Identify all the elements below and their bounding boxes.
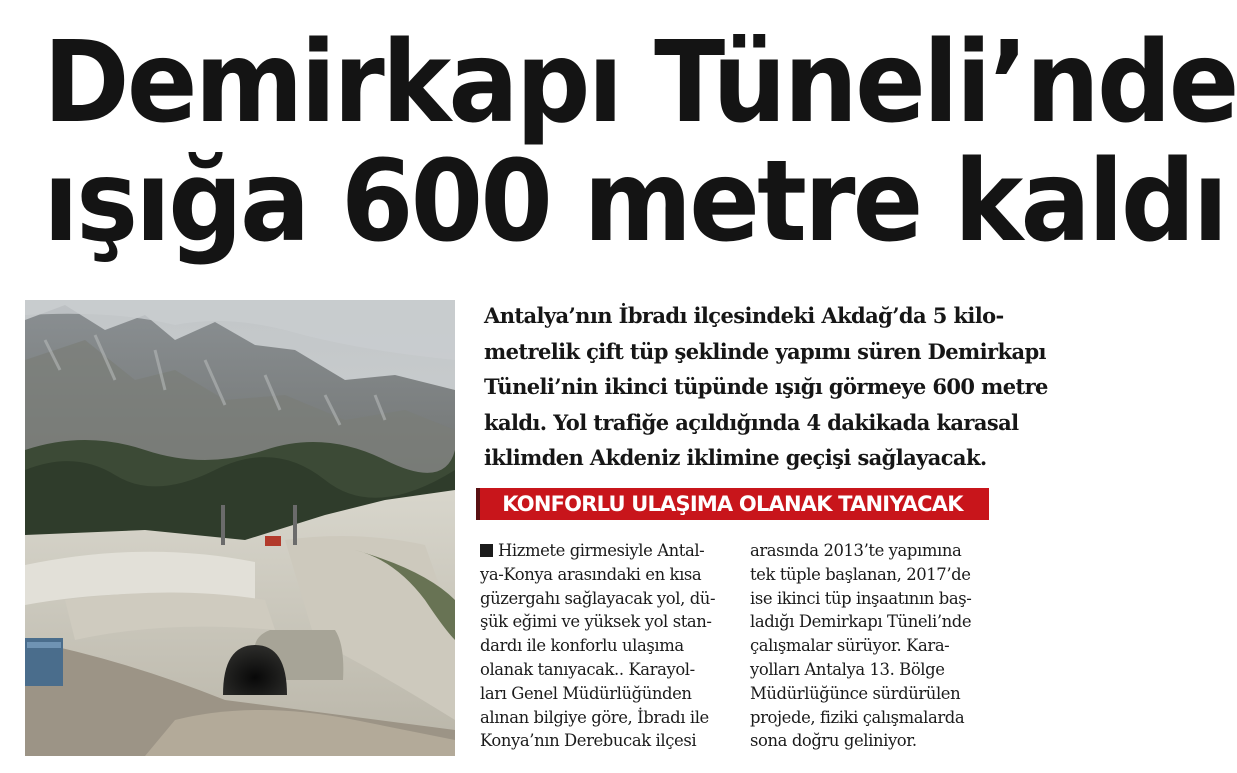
body-line: güzergahı sağlayacak yol, dü- xyxy=(480,588,716,608)
body-line: dardı ile konforlu ulaşıma xyxy=(480,636,684,656)
headline-line-2: ışığa 600 metre kaldı xyxy=(43,137,1226,267)
body-line: tek tüple başlanan, 2017’de xyxy=(750,564,971,584)
lead-paragraph xyxy=(484,298,1048,476)
body-line: çalışmalar sürüyor. Kara- xyxy=(750,636,950,656)
body-column-1 xyxy=(480,539,715,753)
body-line: ya-Konya arasındaki en kısa xyxy=(480,564,702,584)
subheading-banner xyxy=(476,488,989,520)
body-line: alınan bilgiye göre, İbradı ile xyxy=(480,707,709,727)
lead-line: Antalya’nın İbradı ilçesindeki Akdağ’da 5 kilo- xyxy=(484,303,1004,328)
subheading-text: KONFORLU ULAŞIMA OLANAK TANIYACAK xyxy=(502,492,963,516)
body-line: sona doğru geliniyor. xyxy=(750,731,917,751)
lead-line: kaldı. Yol trafiğe açıldığında 4 dakikada karasal xyxy=(484,409,1019,435)
body-line: ları Genel Müdürlüğünden xyxy=(480,683,692,703)
body-line: Müdürlüğünce sürdürülen xyxy=(750,683,961,703)
body-column-2 xyxy=(750,539,971,753)
body-line: olanak tanıyacak.. Karayol- xyxy=(480,659,695,679)
body-line: şük eğimi ve yüksek yol stan- xyxy=(480,612,712,632)
body-line: projede, fiziki çalışmalarda xyxy=(750,707,965,727)
body-line: yolları Antalya 13. Bölge xyxy=(750,659,945,679)
body-line: ladığı Demirkapı Tüneli’nde xyxy=(750,612,972,632)
lead-line: Tüneli’nin ikinci tüpünde ışığı görmeye 600 metre xyxy=(484,374,1048,399)
body-line: Hizmete girmesiyle Antal- xyxy=(480,539,715,563)
body-line: arasında 2013’te yapımına xyxy=(750,541,962,560)
lead-line: iklimden Akdeniz iklimine geçişi sağlayacak. xyxy=(484,445,987,470)
body-line: Konya’nın Derebucak ilçesi xyxy=(480,731,697,751)
tunnel-photo xyxy=(25,300,455,756)
lead-line: metrelik çift tüp şeklinde yapımı süren Demirkapı xyxy=(484,338,1046,364)
headline-line-1: Demirkapı Tüneli’nde xyxy=(43,18,1237,148)
body-line: ise ikinci tüp inşaatının baş- xyxy=(750,588,972,608)
paragraph-marker-icon xyxy=(480,544,493,557)
